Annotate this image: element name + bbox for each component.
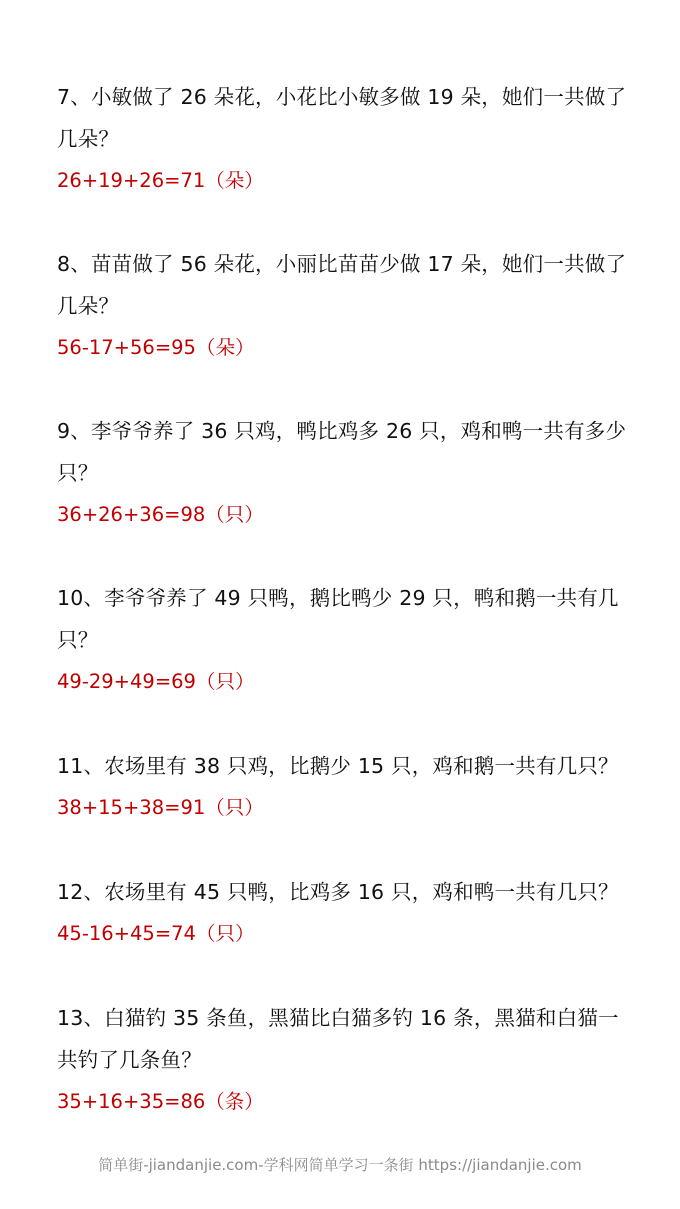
problem-7 [57, 76, 632, 201]
answer-text: 56-17+56=95（朵） [57, 336, 255, 359]
question-text: 13、白猫钓 35 条鱼，黑猫比白猫多钓 16 条，黑猫和白猫一共钓了几条鱼？ [57, 1006, 619, 1072]
problem-9 [57, 410, 632, 535]
question-text: 10、李爷爷养了 49 只鸭，鹅比鸭少 29 只，鸭和鹅一共有几只？ [57, 586, 619, 652]
question-text: 11、农场里有 38 只鸡，比鹅少 15 只，鸡和鹅一共有几只？ [57, 754, 619, 778]
footer-watermark: 简单街-jiandanjie.com-学科网简单学习一条街 https://jiandanjie.com [98, 1156, 582, 1174]
problem-8 [57, 243, 632, 368]
answer-text: 26+19+26=71（朵） [57, 169, 264, 192]
problem-13 [57, 997, 632, 1122]
problem-10 [57, 577, 632, 702]
answer-text: 45-16+45=74（只） [57, 922, 255, 945]
question-text: 9、李爷爷养了 36 只鸡，鸭比鸡多 26 只，鸡和鸭一共有多少只？ [57, 419, 627, 485]
question-text: 8、苗苗做了 56 朵花，小丽比苗苗少做 17 朵，她们一共做了几朵？ [57, 252, 627, 318]
answer-text: 49-29+49=69（只） [57, 670, 255, 693]
question-text: 12、农场里有 45 只鸭，比鸡多 16 只，鸡和鸭一共有几只？ [57, 880, 619, 904]
question-text: 7、小敏做了 26 朵花，小花比小敏多做 19 朵，她们一共做了几朵？ [57, 85, 627, 151]
problem-11 [57, 745, 632, 828]
problem-12 [57, 871, 632, 954]
answer-text: 35+16+35=86（条） [57, 1090, 264, 1113]
answer-text: 38+15+38=91（只） [57, 796, 264, 819]
answer-text: 36+26+36=98（只） [57, 503, 264, 526]
